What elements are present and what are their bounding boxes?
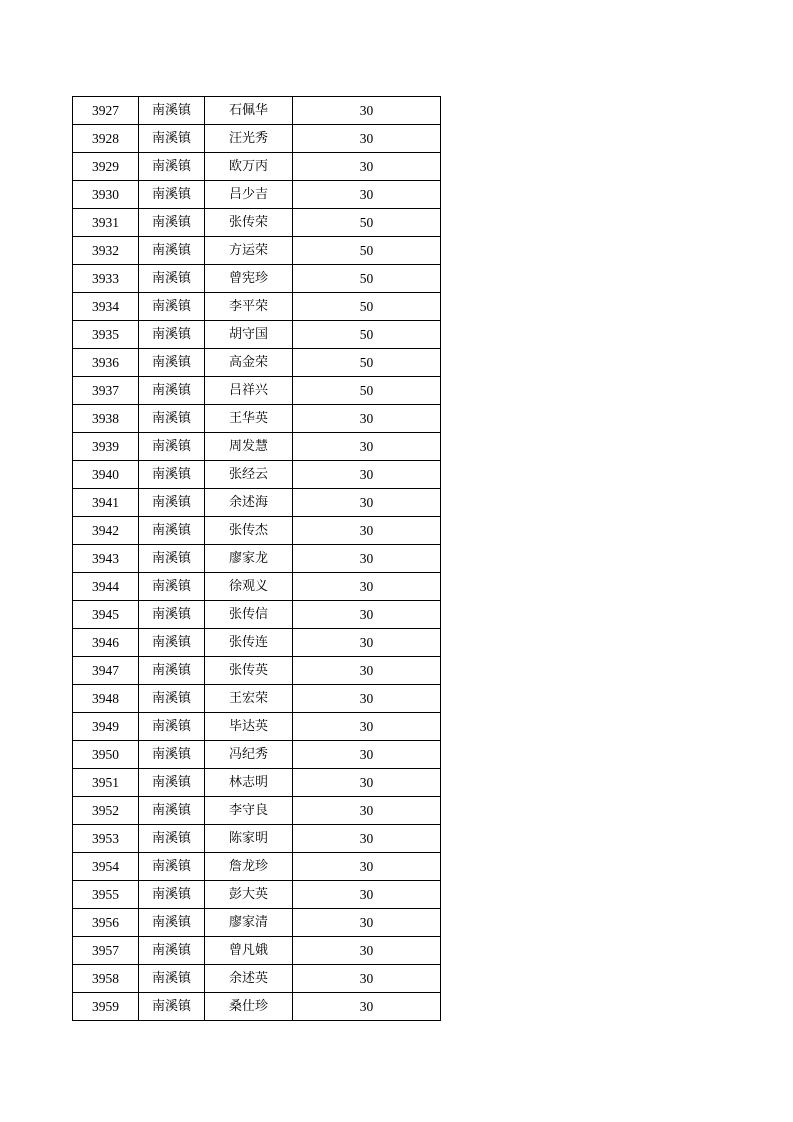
cell-id: 3940 bbox=[73, 461, 139, 489]
cell-id: 3939 bbox=[73, 433, 139, 461]
cell-town: 南溪镇 bbox=[139, 209, 205, 237]
cell-name: 张传信 bbox=[205, 601, 293, 629]
cell-name: 吕少吉 bbox=[205, 181, 293, 209]
cell-town: 南溪镇 bbox=[139, 293, 205, 321]
cell-amount: 50 bbox=[293, 321, 441, 349]
cell-id: 3932 bbox=[73, 237, 139, 265]
cell-name: 张传英 bbox=[205, 657, 293, 685]
cell-id: 3934 bbox=[73, 293, 139, 321]
table-body bbox=[73, 97, 441, 1021]
cell-amount: 30 bbox=[293, 853, 441, 881]
table-row bbox=[73, 853, 441, 881]
cell-town: 南溪镇 bbox=[139, 601, 205, 629]
cell-name: 林志明 bbox=[205, 769, 293, 797]
cell-amount: 30 bbox=[293, 685, 441, 713]
cell-town: 南溪镇 bbox=[139, 321, 205, 349]
cell-town: 南溪镇 bbox=[139, 181, 205, 209]
cell-amount: 30 bbox=[293, 573, 441, 601]
cell-id: 3957 bbox=[73, 937, 139, 965]
cell-town: 南溪镇 bbox=[139, 545, 205, 573]
table-row bbox=[73, 433, 441, 461]
cell-town: 南溪镇 bbox=[139, 405, 205, 433]
cell-name: 曾宪珍 bbox=[205, 265, 293, 293]
table-row bbox=[73, 377, 441, 405]
cell-id: 3933 bbox=[73, 265, 139, 293]
table-row bbox=[73, 657, 441, 685]
cell-id: 3936 bbox=[73, 349, 139, 377]
table-row bbox=[73, 489, 441, 517]
cell-id: 3955 bbox=[73, 881, 139, 909]
cell-id: 3951 bbox=[73, 769, 139, 797]
cell-name: 高金荣 bbox=[205, 349, 293, 377]
table-row bbox=[73, 237, 441, 265]
table-row bbox=[73, 601, 441, 629]
table-container bbox=[72, 96, 441, 1021]
cell-name: 余述英 bbox=[205, 965, 293, 993]
cell-name: 周发慧 bbox=[205, 433, 293, 461]
table-row bbox=[73, 797, 441, 825]
cell-name: 张传连 bbox=[205, 629, 293, 657]
table-row bbox=[73, 461, 441, 489]
cell-id: 3959 bbox=[73, 993, 139, 1021]
cell-town: 南溪镇 bbox=[139, 629, 205, 657]
cell-amount: 30 bbox=[293, 601, 441, 629]
table-row bbox=[73, 909, 441, 937]
cell-town: 南溪镇 bbox=[139, 741, 205, 769]
cell-town: 南溪镇 bbox=[139, 377, 205, 405]
cell-name: 王宏荣 bbox=[205, 685, 293, 713]
cell-amount: 50 bbox=[293, 209, 441, 237]
cell-name: 李守良 bbox=[205, 797, 293, 825]
cell-amount: 50 bbox=[293, 237, 441, 265]
cell-name: 冯纪秀 bbox=[205, 741, 293, 769]
cell-amount: 30 bbox=[293, 881, 441, 909]
cell-amount: 30 bbox=[293, 461, 441, 489]
cell-town: 南溪镇 bbox=[139, 461, 205, 489]
cell-amount: 30 bbox=[293, 629, 441, 657]
cell-name: 詹龙珍 bbox=[205, 853, 293, 881]
cell-amount: 50 bbox=[293, 293, 441, 321]
table-row bbox=[73, 181, 441, 209]
table-row bbox=[73, 349, 441, 377]
cell-name: 吕祥兴 bbox=[205, 377, 293, 405]
cell-town: 南溪镇 bbox=[139, 937, 205, 965]
table-row bbox=[73, 741, 441, 769]
cell-town: 南溪镇 bbox=[139, 965, 205, 993]
cell-amount: 30 bbox=[293, 965, 441, 993]
table-row bbox=[73, 265, 441, 293]
table-row bbox=[73, 97, 441, 125]
cell-amount: 30 bbox=[293, 545, 441, 573]
cell-id: 3946 bbox=[73, 629, 139, 657]
cell-amount: 30 bbox=[293, 741, 441, 769]
cell-town: 南溪镇 bbox=[139, 713, 205, 741]
cell-amount: 50 bbox=[293, 349, 441, 377]
cell-name: 张传杰 bbox=[205, 517, 293, 545]
table-row bbox=[73, 405, 441, 433]
cell-amount: 30 bbox=[293, 125, 441, 153]
cell-name: 廖家清 bbox=[205, 909, 293, 937]
cell-amount: 30 bbox=[293, 993, 441, 1021]
cell-amount: 30 bbox=[293, 405, 441, 433]
cell-town: 南溪镇 bbox=[139, 909, 205, 937]
table-row bbox=[73, 825, 441, 853]
cell-id: 3954 bbox=[73, 853, 139, 881]
cell-town: 南溪镇 bbox=[139, 433, 205, 461]
cell-town: 南溪镇 bbox=[139, 881, 205, 909]
cell-id: 3937 bbox=[73, 377, 139, 405]
cell-id: 3927 bbox=[73, 97, 139, 125]
cell-id: 3947 bbox=[73, 657, 139, 685]
cell-id: 3938 bbox=[73, 405, 139, 433]
cell-amount: 30 bbox=[293, 433, 441, 461]
cell-id: 3941 bbox=[73, 489, 139, 517]
cell-id: 3956 bbox=[73, 909, 139, 937]
cell-town: 南溪镇 bbox=[139, 237, 205, 265]
table-row bbox=[73, 881, 441, 909]
cell-id: 3935 bbox=[73, 321, 139, 349]
cell-name: 胡守国 bbox=[205, 321, 293, 349]
table-row bbox=[73, 517, 441, 545]
cell-town: 南溪镇 bbox=[139, 993, 205, 1021]
cell-town: 南溪镇 bbox=[139, 489, 205, 517]
cell-name: 石佩华 bbox=[205, 97, 293, 125]
table-row bbox=[73, 965, 441, 993]
cell-amount: 30 bbox=[293, 97, 441, 125]
cell-id: 3943 bbox=[73, 545, 139, 573]
cell-town: 南溪镇 bbox=[139, 517, 205, 545]
cell-town: 南溪镇 bbox=[139, 685, 205, 713]
cell-town: 南溪镇 bbox=[139, 657, 205, 685]
table-row bbox=[73, 209, 441, 237]
cell-name: 曾凡娥 bbox=[205, 937, 293, 965]
cell-name: 张经云 bbox=[205, 461, 293, 489]
cell-amount: 30 bbox=[293, 909, 441, 937]
table-row bbox=[73, 629, 441, 657]
cell-town: 南溪镇 bbox=[139, 769, 205, 797]
table-row bbox=[73, 153, 441, 181]
cell-amount: 30 bbox=[293, 769, 441, 797]
table-row bbox=[73, 937, 441, 965]
cell-name: 余述海 bbox=[205, 489, 293, 517]
cell-amount: 30 bbox=[293, 489, 441, 517]
table-row bbox=[73, 321, 441, 349]
cell-id: 3929 bbox=[73, 153, 139, 181]
cell-town: 南溪镇 bbox=[139, 349, 205, 377]
cell-amount: 30 bbox=[293, 153, 441, 181]
cell-id: 3928 bbox=[73, 125, 139, 153]
cell-amount: 30 bbox=[293, 825, 441, 853]
cell-amount: 30 bbox=[293, 797, 441, 825]
cell-town: 南溪镇 bbox=[139, 797, 205, 825]
cell-name: 彭大英 bbox=[205, 881, 293, 909]
cell-name: 张传荣 bbox=[205, 209, 293, 237]
cell-amount: 50 bbox=[293, 265, 441, 293]
cell-id: 3953 bbox=[73, 825, 139, 853]
cell-town: 南溪镇 bbox=[139, 265, 205, 293]
cell-town: 南溪镇 bbox=[139, 573, 205, 601]
cell-id: 3950 bbox=[73, 741, 139, 769]
cell-name: 廖家龙 bbox=[205, 545, 293, 573]
cell-amount: 30 bbox=[293, 937, 441, 965]
cell-amount: 30 bbox=[293, 181, 441, 209]
table-row bbox=[73, 573, 441, 601]
cell-id: 3945 bbox=[73, 601, 139, 629]
table-row bbox=[73, 125, 441, 153]
cell-id: 3948 bbox=[73, 685, 139, 713]
cell-id: 3949 bbox=[73, 713, 139, 741]
table-row bbox=[73, 993, 441, 1021]
cell-id: 3930 bbox=[73, 181, 139, 209]
data-table bbox=[72, 96, 441, 1021]
cell-amount: 30 bbox=[293, 713, 441, 741]
cell-id: 3944 bbox=[73, 573, 139, 601]
cell-name: 方运荣 bbox=[205, 237, 293, 265]
cell-name: 汪光秀 bbox=[205, 125, 293, 153]
cell-id: 3958 bbox=[73, 965, 139, 993]
cell-name: 毕达英 bbox=[205, 713, 293, 741]
table-row bbox=[73, 769, 441, 797]
cell-name: 桑仕珍 bbox=[205, 993, 293, 1021]
cell-town: 南溪镇 bbox=[139, 97, 205, 125]
cell-amount: 30 bbox=[293, 517, 441, 545]
table-row bbox=[73, 545, 441, 573]
cell-name: 王华英 bbox=[205, 405, 293, 433]
cell-name: 欧万丙 bbox=[205, 153, 293, 181]
cell-town: 南溪镇 bbox=[139, 125, 205, 153]
cell-id: 3942 bbox=[73, 517, 139, 545]
table-row bbox=[73, 685, 441, 713]
cell-id: 3931 bbox=[73, 209, 139, 237]
cell-name: 李平荣 bbox=[205, 293, 293, 321]
cell-town: 南溪镇 bbox=[139, 853, 205, 881]
cell-town: 南溪镇 bbox=[139, 825, 205, 853]
cell-id: 3952 bbox=[73, 797, 139, 825]
cell-town: 南溪镇 bbox=[139, 153, 205, 181]
table-row bbox=[73, 713, 441, 741]
cell-name: 陈家明 bbox=[205, 825, 293, 853]
cell-amount: 50 bbox=[293, 377, 441, 405]
cell-name: 徐观义 bbox=[205, 573, 293, 601]
cell-amount: 30 bbox=[293, 657, 441, 685]
table-row bbox=[73, 293, 441, 321]
